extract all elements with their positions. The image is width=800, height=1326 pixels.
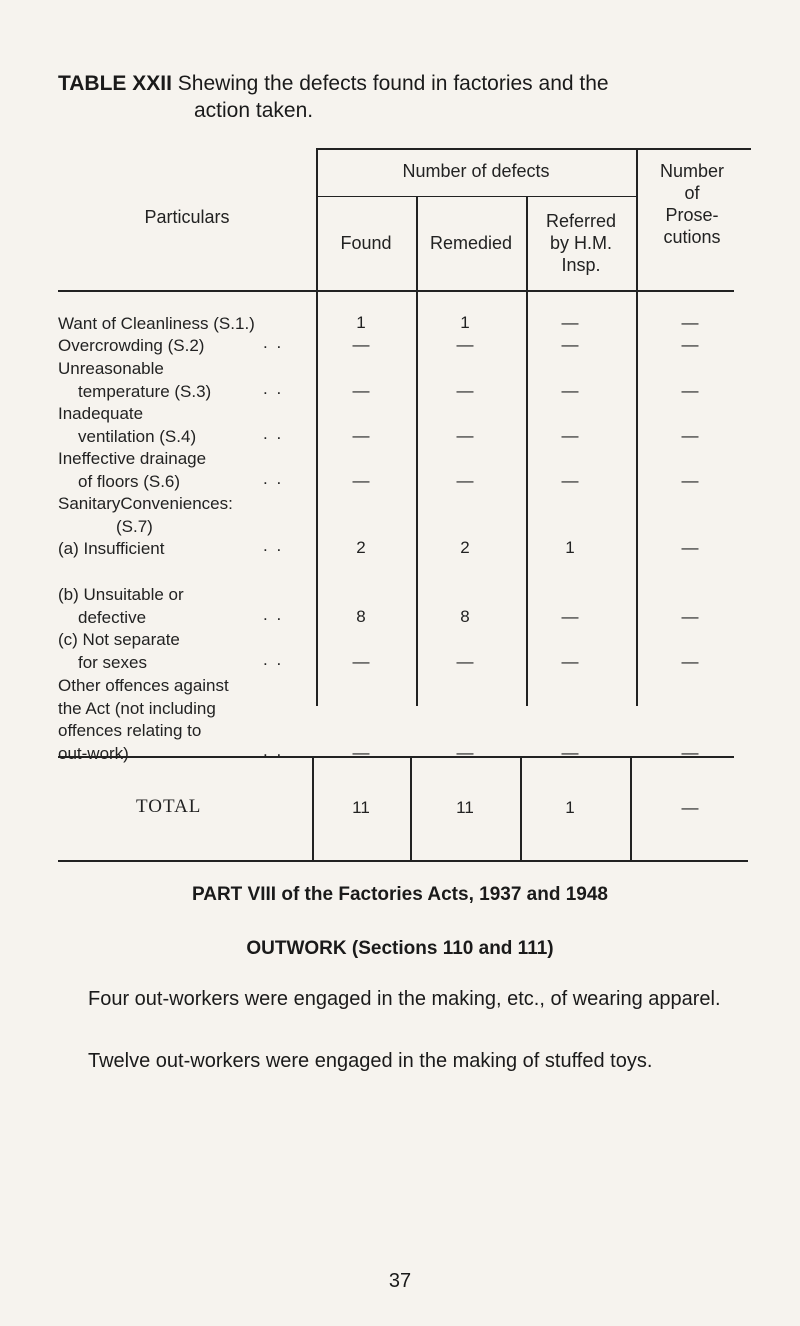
header-particulars: Particulars [144,207,230,227]
cell-remedied: — [456,425,474,445]
cell-prosecutions: — [681,380,699,400]
cell-found: — [352,380,370,400]
particulars-text: defective [78,607,147,627]
particulars-text: Other offences against [58,676,229,695]
cell-referred: — [561,313,579,332]
header-bottom-rule [58,290,734,292]
cell-prosecutions: — [681,335,699,354]
header-remedied: Remedied [429,233,513,253]
particulars-text: (a) Insufficient [58,539,165,558]
cell-remedied: — [456,335,474,354]
total-label: TOTAL [136,796,202,817]
cell-referred: 1 [565,538,575,557]
cell-remedied: 1 [460,313,470,332]
defects-table [58,148,748,868]
cell-prosecutions: — [681,313,699,332]
particulars-text: Unreasonable [58,359,164,378]
cell-remedied: 8 [460,606,470,626]
part-subheading: OUTWORK (Sections 110 and 111) [246,938,554,959]
leader-dots: . . [263,536,284,555]
leader-dots: . . [263,740,284,760]
total-remedied: 11 [456,798,474,817]
total-top-rule [58,756,734,758]
cell-referred: — [561,335,579,354]
table-title [58,70,758,124]
leader-dots: . . [263,604,284,624]
particulars-text: SanitaryConveniences: [58,494,233,513]
total-bottom-rule [58,860,748,862]
cell-referred: — [561,380,579,400]
header-prosecutions: Number of Prose- cutions [659,161,725,247]
cell-found: — [352,742,370,762]
total-found: 11 [352,798,370,817]
particulars-text: the Act (not including [58,698,216,718]
leader-dots: . . [263,649,284,669]
col-line-2 [416,196,418,706]
leader-dots: . . [263,378,284,398]
particulars-text: temperature (S.3) [78,381,212,401]
cell-remedied: — [456,742,474,762]
total-referred: 1 [565,798,575,817]
header-number-of-defects: Number of defects [402,161,550,181]
leader-dots: . . [263,423,284,443]
particulars-text: Inadequate [58,404,144,423]
particulars-text: Want of Cleanliness (S.1.) [58,314,255,333]
cell-referred: — [561,742,579,762]
cell-found: 1 [356,313,366,332]
cell-referred: — [561,470,579,490]
particulars-text: Ineffective drainage [58,449,207,468]
particulars-text: (S.7) [116,516,153,536]
particulars-text: of floors (S.6) [78,471,181,491]
particulars-text: for sexes [78,652,147,672]
paragraph-1: Four out-workers were engaged in the making, etc., of wearing apparel. [88,988,721,1010]
group-rule [316,196,636,197]
leader-dots: . . [263,333,284,352]
particulars-text: Overcrowding (S.2) [58,336,205,355]
cell-prosecutions: — [681,651,699,671]
total-col-line-4 [630,756,632,860]
total-col-line-2 [410,756,412,860]
table-number: TABLE XXII [58,72,172,95]
cell-remedied: 2 [460,538,470,557]
paragraph-2: Twelve out-workers were engaged in the making of stuffed toys. [88,1050,653,1072]
particulars-text: offences relating to [58,721,202,740]
part-heading: PART VIII of the Factories Acts, 1937 and 1948 [191,884,609,905]
top-rule [316,148,751,150]
cell-found: — [352,335,370,354]
particulars-text: (b) Unsuitable or [58,585,184,604]
cell-found: — [352,425,370,445]
page-number: 37 [388,1270,412,1292]
header-referred: Referred by H.M. Insp. [545,211,617,275]
cell-prosecutions: — [681,538,699,557]
cell-referred: — [561,651,579,671]
cell-found: — [352,470,370,490]
cell-prosecutions: — [681,606,699,626]
cell-remedied: — [456,470,474,490]
cell-found: 2 [356,538,366,557]
particulars-text: ventilation (S.4) [78,426,197,446]
total-col-line-1 [312,756,314,860]
cell-prosecutions: — [681,742,699,762]
cell-remedied: — [456,651,474,671]
leader-dots: . . [263,468,284,488]
cell-prosecutions: — [681,425,699,445]
cell-prosecutions: — [681,470,699,490]
particulars-text: out-work) [58,743,129,763]
cell-found: 8 [356,606,366,626]
total-col-line-3 [520,756,522,860]
title-line-1: Shewing the defects found in factories and the [177,72,609,95]
cell-found: — [352,651,370,671]
title-line-2: action taken. [194,99,314,122]
total-prosecutions: — [681,798,699,817]
cell-remedied: — [456,380,474,400]
header-found: Found [340,233,392,253]
cell-referred: — [561,606,579,626]
cell-referred: — [561,425,579,445]
particulars-text: (c) Not separate [58,630,180,649]
